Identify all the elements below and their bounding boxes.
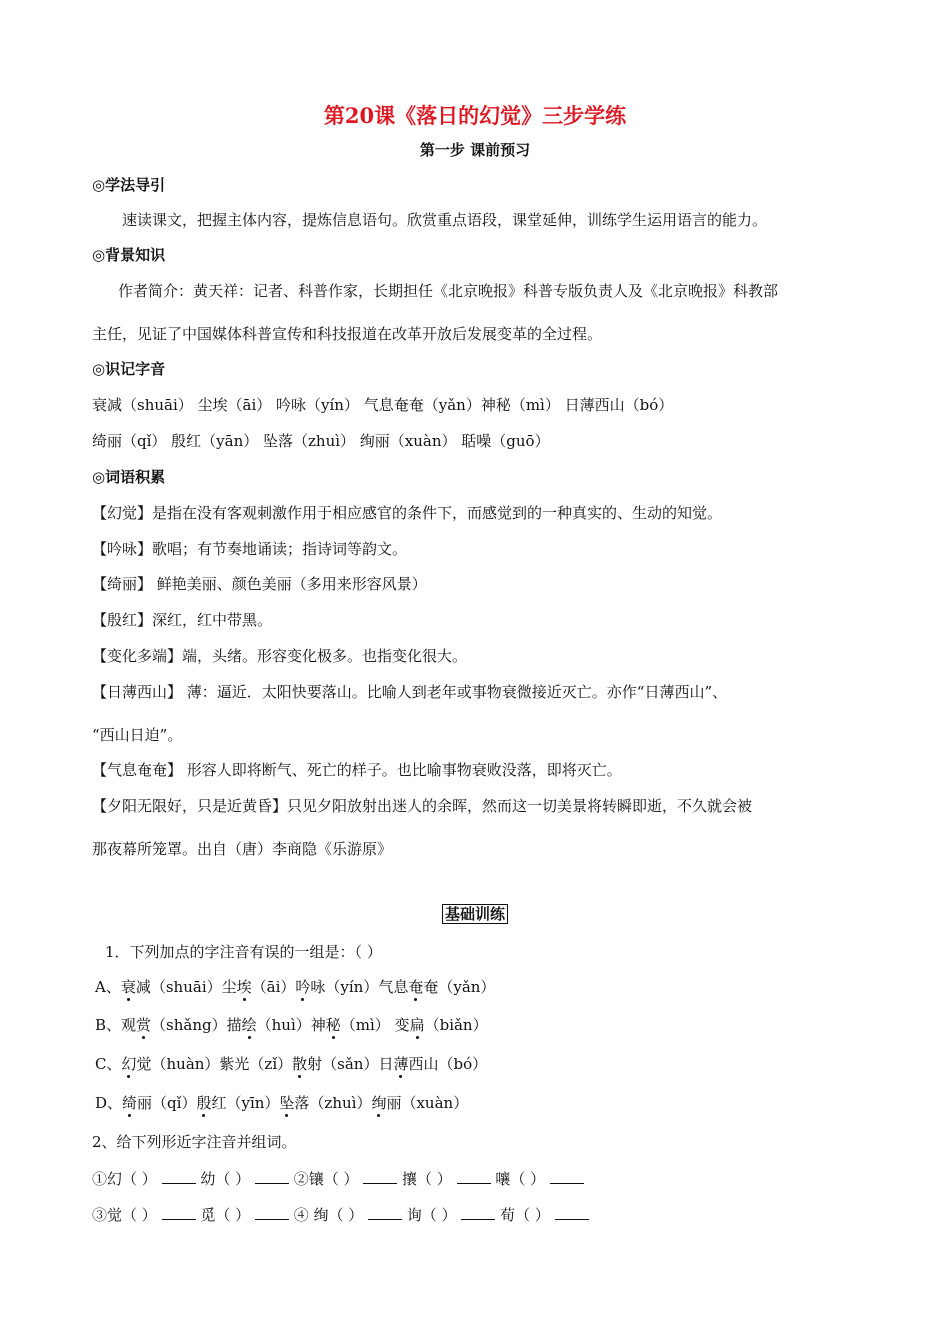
question-1-option-c: C、幻觉（huàn）紫光（zǐ）散射（sǎn）日薄西山（bó） <box>95 1055 488 1073</box>
question-2-row-1: ①幻（ ） 幼（ ） ②镶（ ） 攘（ ） 嚷（ ） <box>92 1168 584 1189</box>
section-heading-vocab: ◎词语积累 <box>92 468 166 486</box>
pronunciation-line-1: 衰减（shuāi） 尘埃（āi） 吟咏（yín） 气息奄奄（yǎn）神秘（mì） 日薄西山（bó） <box>92 396 674 414</box>
vocab-item: 【绮丽】 鲜艳美丽、颜色美丽（多用来形容风景） <box>92 575 427 593</box>
question-1-stem: 1．下列加点的字注音有误的一组是：（ ） <box>105 943 382 961</box>
answer-blank[interactable] <box>162 1169 196 1184</box>
answer-blank[interactable] <box>461 1205 495 1220</box>
vocab-item: 【吟咏】歌唱；有节奏地诵读；指诗词等韵文。 <box>92 540 408 558</box>
vocab-item: 【气息奄奄】 形容人即将断气、死亡的样子。也比喻事物衰败没落，即将灭亡。 <box>92 761 622 779</box>
study-guide-text: 速读课文，把握主体内容，提炼信息语句。欣赏重点语段，课堂延伸，训练学生运用语言的能力。 <box>122 211 768 229</box>
answer-blank[interactable] <box>368 1205 402 1220</box>
answer-blank[interactable] <box>555 1205 589 1220</box>
section-heading-study-guide: ◎学法导引 <box>92 176 166 194</box>
answer-blank[interactable] <box>255 1169 289 1184</box>
answer-blank[interactable] <box>550 1169 584 1184</box>
answer-blank[interactable] <box>363 1169 397 1184</box>
pronunciation-line-2: 绮丽（qǐ） 殷红（yān） 坠落（zhuì） 绚丽（xuàn） 聒噪（guō） <box>92 432 550 450</box>
page-title: 第20课《落日的幻觉》三步学练 <box>323 103 627 128</box>
question-1-option-b: B、观赏（shǎng）描绘（huì）神秘（mì） 变扁（biǎn） <box>95 1016 488 1034</box>
step-subtitle: 第一步 课前预习 <box>419 141 531 159</box>
background-line-1: 作者简介：黄天祥：记者、科普作家，长期担任《北京晚报》科普专版负责人及《北京晚报》科教部 <box>118 282 779 300</box>
answer-blank[interactable] <box>255 1205 289 1220</box>
vocab-item: 那夜幕所笼罩。出自（唐）李商隐《乐游原》 <box>92 840 393 858</box>
question-1-option-a: A、衰减（shuāi）尘埃（āi）吟咏（yín）气息奄奄（yǎn） <box>95 978 496 996</box>
section-heading-pronunciation: ◎识记字音 <box>92 360 166 378</box>
vocab-item: 【变化多端】端，头绪。形容变化极多。也指变化很大。 <box>92 647 468 665</box>
vocab-item: 【殷红】深红，红中带黑。 <box>92 611 273 629</box>
vocab-item: 【日薄西山】 薄：逼近．太阳快要落山。比喻人到老年或事物衰微接近灭亡。亦作“日薄西山”、 <box>92 683 728 701</box>
question-2-stem: 2、给下列形近字注音并组词。 <box>92 1133 297 1151</box>
question-1-option-d: D、绮丽（qǐ）殷红（yīn）坠落（zhuì）绚丽（xuàn） <box>95 1094 469 1112</box>
training-heading: 基础训练 <box>0 903 950 924</box>
answer-blank[interactable] <box>162 1205 196 1220</box>
question-2-row-2: ③觉（ ） 觅（ ） ④ 绚（ ） 询（ ） 荀（ ） <box>92 1204 589 1225</box>
vocab-item: “西山日迫”。 <box>92 726 183 744</box>
vocab-item: 【夕阳无限好，只是近黄昏】只见夕阳放射出迷人的余晖，然而这一切美景将转瞬即逝，不久就会被 <box>92 797 753 815</box>
background-line-2: 主任，见证了中国媒体科普宣传和科技报道在改革开放后发展变革的全过程。 <box>92 325 603 343</box>
answer-blank[interactable] <box>457 1169 491 1184</box>
vocab-item: 【幻觉】是指在没有客观刺激作用于相应感官的条件下，而感觉到的一种真实的、生动的知觉。 <box>92 504 723 522</box>
section-heading-background: ◎背景知识 <box>92 246 166 264</box>
